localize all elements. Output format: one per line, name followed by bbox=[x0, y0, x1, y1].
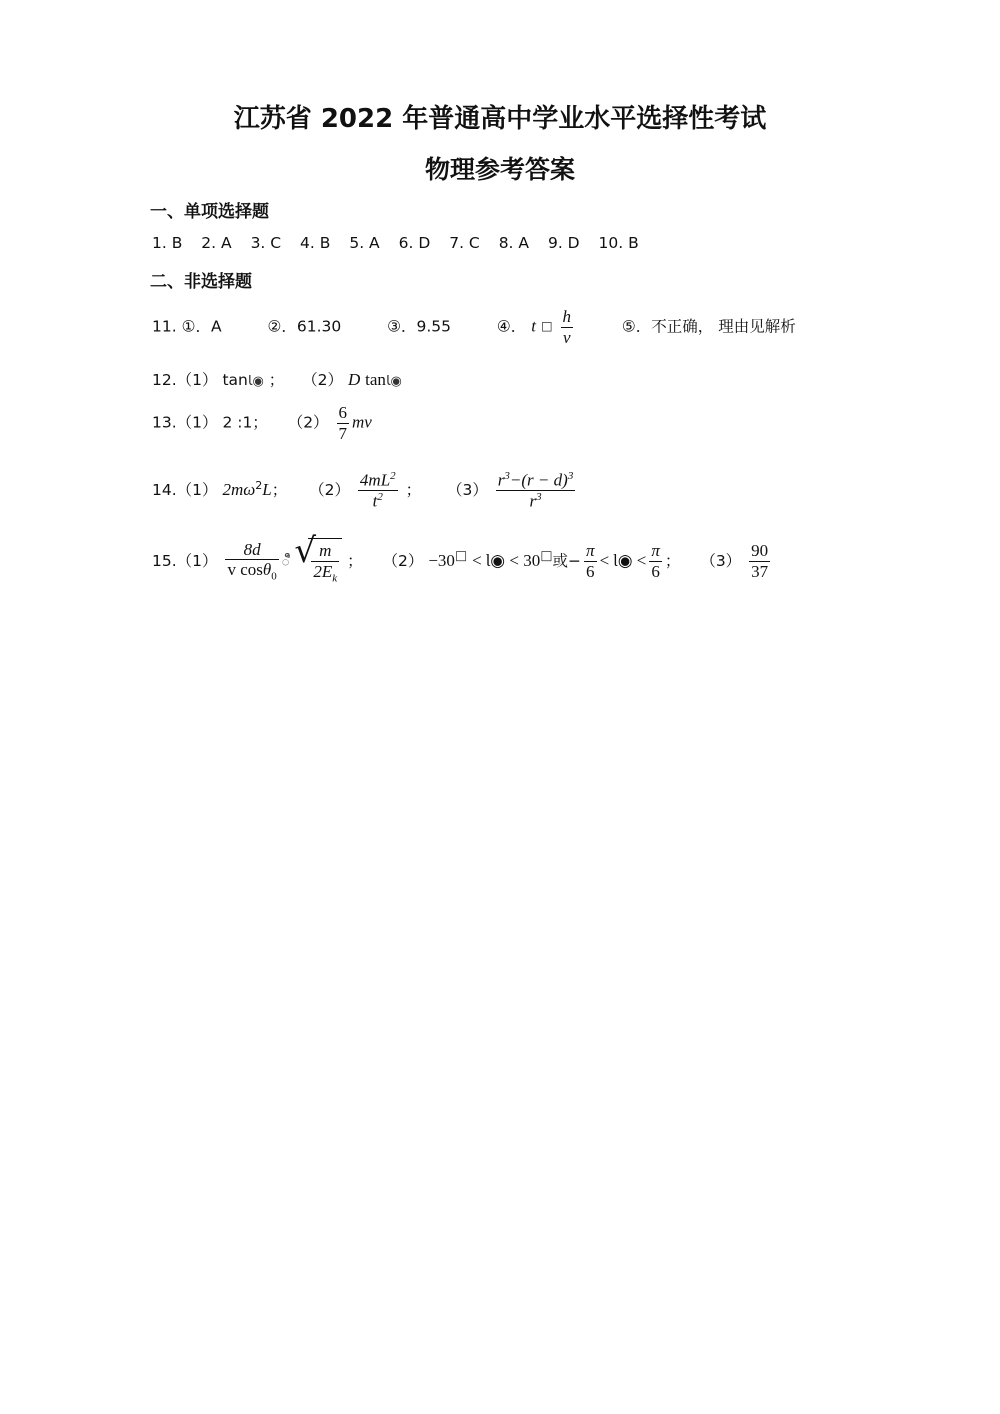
q14-fraction-2 bbox=[358, 470, 398, 511]
q13-denominator: 7 bbox=[338, 423, 347, 443]
q14-part2-label: （2） bbox=[309, 481, 350, 500]
q13-numerator: 6 bbox=[338, 403, 347, 422]
q11-part5: ⑤．不正确， 理由见解析 bbox=[621, 317, 796, 336]
answer-item: 8. A bbox=[498, 234, 530, 252]
q12-glyph-2: Ɩ◉ bbox=[385, 374, 402, 389]
q13-fraction bbox=[337, 403, 350, 443]
answer-item: 10. B bbox=[598, 234, 639, 252]
question-13-answer bbox=[152, 403, 372, 443]
q15-pi-fraction-1: $\frac{\pi}{6}$ bbox=[586, 541, 595, 581]
q15-range-a: −30 bbox=[428, 550, 455, 570]
section-heading-multiple-choice: 一、单项选择题 bbox=[150, 202, 269, 222]
q11-t-symbol: t bbox=[531, 316, 536, 336]
question-11-answer bbox=[152, 307, 796, 347]
q13-expression: mv bbox=[352, 412, 372, 432]
q14-part1-label: 14.（1） bbox=[152, 481, 218, 500]
q15-sep2: ； bbox=[664, 551, 681, 570]
q15-sep1: ； bbox=[347, 551, 363, 570]
question-15-answer: 15.（1） $\frac{8d}{v \cos\theta_0}$ ꦷ √ $\frac{m}{2E_k}$ ； （2） −30□ < Ɩ◉ < 30□或− $\frac{\pi}{6}$ < Ɩ◉ < $\frac{\pi}{6}$ ； （3） $\frac{90}{37}$ bbox=[152, 531, 769, 584]
q14-sep2: ； bbox=[405, 481, 422, 500]
q12-d-symbol: D bbox=[347, 370, 361, 389]
q15-frac1-denominator: v cosθ$_0$ bbox=[227, 560, 277, 583]
q14-L: L bbox=[262, 480, 272, 500]
q15-mid: < Ɩ◉ < bbox=[599, 550, 647, 570]
q12-part1-label: 12.（1） tan bbox=[152, 371, 248, 389]
q15-fraction-1 bbox=[225, 540, 278, 584]
q14-frac2-numerator: $4mL^2$ bbox=[359, 470, 396, 490]
answer-item: 9. D bbox=[547, 234, 580, 252]
q14-frac3-numerator: $r^3-(r - d)^3$ bbox=[497, 470, 574, 490]
answer-item: 4. B bbox=[300, 234, 331, 252]
q11-denominator: v bbox=[562, 327, 571, 347]
q14-sep1: ； bbox=[271, 481, 288, 500]
q12-glyph: Ɩ◉ bbox=[247, 374, 264, 389]
q11-part4: ④． bbox=[496, 317, 527, 336]
q11-fraction bbox=[561, 307, 574, 347]
q15-sqrt-fraction: $\frac{m}{2E_k}$ bbox=[313, 541, 338, 584]
q14-frac3-denominator: $r^3$ bbox=[529, 491, 542, 511]
q11-part2: ②．61.30 bbox=[267, 317, 342, 336]
question-14-answer bbox=[152, 470, 578, 511]
q12-part2-label: （2） bbox=[302, 371, 343, 389]
q11-part1: 11. ①．A bbox=[152, 317, 222, 336]
q11-numerator: h bbox=[562, 307, 572, 326]
q14-expr-a: 2m bbox=[222, 480, 244, 500]
q14-frac2-denominator: $t^2$ bbox=[372, 491, 383, 511]
answer-item: 2. A bbox=[201, 234, 232, 252]
answer-item: 3. C bbox=[250, 234, 282, 252]
q15-fraction-3: $\frac{90}{37}$ bbox=[751, 541, 769, 581]
q12-tan: tan bbox=[365, 370, 386, 389]
document-subtitle: 物理参考答案 bbox=[424, 155, 575, 184]
q13-part2-label: （2） bbox=[287, 413, 329, 432]
question-12-answer bbox=[152, 368, 402, 390]
q15-glyph: ꦷ bbox=[281, 554, 290, 570]
document-title: 江苏省 2022 年普通高中学业水平选择性考试 bbox=[233, 104, 767, 134]
q15-or: 或− bbox=[552, 551, 582, 570]
q11-part3: ③．9.55 bbox=[387, 317, 452, 336]
q15-sqrt bbox=[294, 531, 342, 585]
multiple-choice-answers bbox=[152, 234, 653, 252]
answer-item: 6. D bbox=[398, 234, 431, 252]
q14-fraction-3 bbox=[496, 470, 576, 511]
q15-part3-label: （3） bbox=[700, 551, 742, 570]
q14-sup: 2 bbox=[255, 479, 263, 493]
q15-range-b: < Ɩ◉ < 30 bbox=[472, 550, 541, 570]
answer-item: 5. A bbox=[349, 234, 380, 252]
q15-part1-label: 15.（1） bbox=[152, 551, 218, 570]
answer-item: 1. B bbox=[152, 234, 183, 252]
answer-item: 7. C bbox=[449, 234, 480, 252]
q12-separator: ； bbox=[268, 371, 285, 389]
q15-frac1-numerator: 8d bbox=[225, 540, 278, 561]
sqrt-icon: √ bbox=[294, 531, 317, 571]
section-heading-free-response: 二、非选择题 bbox=[150, 272, 252, 292]
q13-part1: 13.（1） 2 :1； bbox=[152, 413, 268, 432]
q14-part3-label: （3） bbox=[446, 481, 488, 500]
q11-glyph: ☐ bbox=[540, 320, 553, 336]
q14-omega: ω bbox=[243, 480, 256, 500]
q15-pi-fraction-2: $\frac{\pi}{6}$ bbox=[651, 541, 660, 581]
q15-part2-label: （2） bbox=[382, 551, 424, 570]
